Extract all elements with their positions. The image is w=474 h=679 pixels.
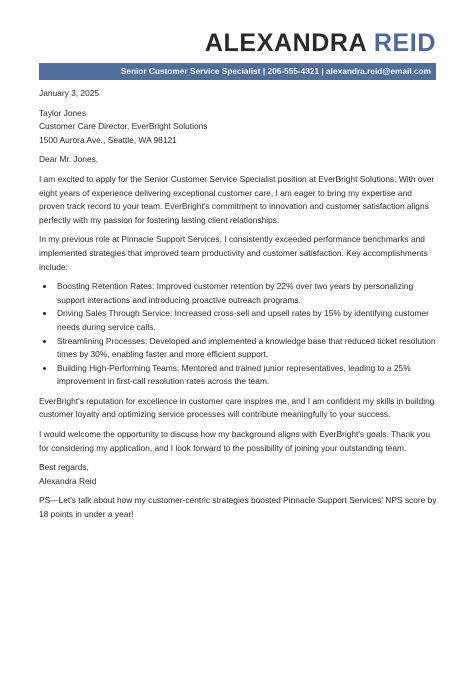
list-item: • Streamlining Processes: Developed and implemented a knowledge base that reduced ticket resolution times by 30%, enabling faster and more efficient support. (55, 335, 438, 362)
list-item: • Building High-Performing Teams: Mentored and trained junior representatives, leading to a 25% improvement in first-call resolution rates across the team. (55, 362, 438, 389)
postscript: PS—Let's talk about how my customer-centric strategies boosted Pinnacle Support Services' NPS score by 18 points in under a year! (39, 495, 437, 520)
letter-date: January 3, 2025 (39, 88, 100, 98)
signature: Alexandra Reid (39, 475, 97, 486)
list-item: • Driving Sales Through Service: Increased cross-sell and upsell rates by 15% by identifying customer needs during service calls. (55, 307, 438, 334)
paragraph-closing: I would welcome the opportunity to discuss how my background aligns with EverBright's goals. Thank you for considering my application, and I look forward to the possibility of joining your outstanding team. (39, 429, 431, 453)
letter-body (39, 87, 438, 528)
recipient-address: 1500 Aurora Ave., Seattle, WA 98121 (39, 134, 177, 145)
sign-off-block (39, 461, 438, 488)
applicant-name (205, 28, 436, 58)
closing: Best regards, (39, 462, 89, 473)
salutation: Dear Mr. Jones, (39, 154, 99, 165)
paragraph-company: EverBright's reputation for excellence in customer care inspires me, and I am confident my skills in building customer loyalty and optimizing service processes will contribute meaningfully to your success. (39, 395, 435, 420)
last-name: REID (373, 29, 436, 57)
accomplishments-list (39, 280, 438, 389)
paragraph-experience: In my previous role at Pinnacle Support Services, I consistently exceeded performance benchmarks and implemented strategies that improved team productivity and customer satisfaction. Key accomplishments include: (39, 234, 428, 272)
contact-banner: Senior Customer Service Specialist | 206-555-4321 | alexandra.reid@email.com (39, 63, 436, 80)
recipient-block (39, 107, 438, 148)
recipient-name: Taylor Jones (39, 107, 87, 118)
first-name: ALEXANDRA (204, 29, 367, 57)
recipient-title: Customer Care Director, EverBright Solutions (39, 121, 208, 132)
paragraph-intro: I am excited to apply for the Senior Customer Service Specialist position at EverBright Solutions. With over eight years of experience delivering exceptional customer care, I am eager to bring my expertise and proven track record to your team. EverBright's commitment to innovation and customer satisfaction aligns perfectly with my passion for fostering lasting client relationships. (39, 173, 435, 225)
list-item: • Boosting Retention Rates: Improved customer retention by 22% over two years by personalizing support interactions and introducing proactive outreach programs. (55, 280, 438, 307)
